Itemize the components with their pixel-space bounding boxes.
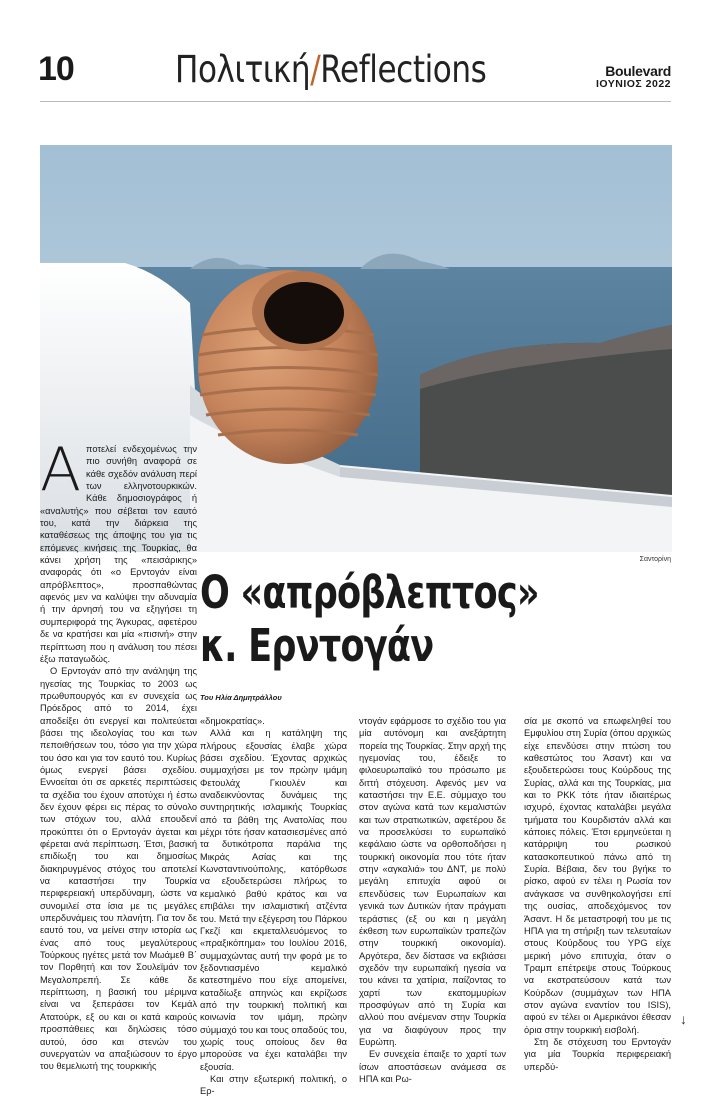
header-divider <box>40 101 671 102</box>
article-column-3 <box>359 715 506 1085</box>
section-greek: Πολιτική <box>175 48 311 91</box>
intro-paragraph <box>40 435 197 665</box>
article-column-4 <box>524 715 671 1073</box>
paragraph: Και στην εξωτερική πολιτική, ο Ερ- <box>200 1073 347 1097</box>
page-number: 10 <box>38 50 74 88</box>
article-intro-column <box>40 435 197 1073</box>
section-title <box>175 48 486 91</box>
issue-date: ΙΟΥΝΙΟΣ 2022 <box>595 78 671 90</box>
paragraph: Στη δε στόχευση του Ερντογάν για μία Τουρκία περιφερειακή υπερδύ- <box>524 1036 671 1072</box>
headline-line-1: Ο «απρόβλεπτος» <box>200 566 539 619</box>
paragraph: Εν συνεχεία έπαιξε το χαρτί των ίσων αποστάσεων ανάμεσα σε ΗΠΑ και Ρω- <box>359 1049 506 1084</box>
paragraph: ντογάν εφάρμοσε το σχέδιο του για μία αυτόνομη και ανεξάρτητη πορεία της Τουρκίας. Στην αρχή της ηγεμονίας του, έδειξε το φιλοευρωπαϊκό του πρόσωπο με διττή στόχευση. Αφενός μεν να καταστήσει την Ε.Ε. σύμμαχο του στον αγώνα κατά των κεμαλιστών και των στρατιωτικών, αφετέρου δε να προσελκύσει το ευρωπαϊκό κεφάλαιο ώστε να ορθοποδήσει η τουρκική οικονομία που τότε ήταν στην «αγκαλιά» του ΔΝΤ, με πολύ μεγάλη επιτυχία αφού οι επενδύσεις των Ευρωπαίων και γενικά των Δυτικών ήταν πράγματι τεράστιες (εξ ου και η μεγάλη έκθεση των ευρωπαϊκών τραπεζών στην τουρκική οικονομία). Αργότερα, δεν δίστασε να εκβιάσει σχεδόν την ευρωπαϊκή ηγεσία να του κάνει τα χατίρια, παίζοντας το χαρτί των εκατομμυρίων προσφύγων από τη Συρία και αλλού που ανέμεναν στην Τουρκία για να διαφύγουν προς την Ευρώπη. <box>359 716 506 1047</box>
section-slash: / <box>310 48 321 91</box>
brand-name: Boulevard <box>605 63 671 79</box>
paragraph: Αλλά και η κατάληψη της πλήρους εξουσίας έλαβε χώρα βάσει σχεδίου. Έχοντας αρχικώς συμμαχήσει με τον πρώην ιμάμη Φετουλάχ Γκιουλέν και αναδεικνύοντας δυνάμεις της συντηρητικής ισλαμικής Τουρκίας από τα βάθη της Ανατολίας που μέχρι τότε ήσαν κατασιεσμένες από τα δυτικότροπα παράλια της Μικράς Ασίας και της Κωνσταντινούπολης, κατόρθωσε να εξουδετερώσει πλήρως το κεμαλικό βαθύ κράτος και να επιβάλει την ισλαμιστική ατζέντα του. Μετά την εξέγερση του Πάρκου Γκεζί και εκμεταλλευόμενος το «πραξικόπημα» του Ιουλίου 2016, συμμαχώντας αυτή την φορά με το ξεδοντιασμένο κεμαλικό κατεστημένο που είχε απομείνει, καταδίωξε απηνώς και εκρίζωσε από την τουρκική πολιτική και κοινωνία τον ιμάμη, πρώην σύμμαχό του και τους οπαδούς του, χωρίς τους οποίους δεν θα μπορούσε να έχει καταλάβει την εξουσία. <box>200 728 347 1072</box>
intro-text: ποτελεί ενδεχομένως την πιο συνήθη αναφορά σε κάθε σχεδόν ανάλυση περί των ελληνοτουρκικών. Κάθε δημοσιογράφος ή «αναλυτής» που σέβεται τον εαυτό του, κατά την διάρκεια της καταθέσεως της άποψης του για τις επόμενες κινήσεις της Τουρκίας, θα κάνει χρήση της «πεισάρικης» αναφοράς ότι «ο Ερντογάν είναι απρόβλεπτος», προσπαθώντας αφενός μεν να καλύψει την αδυναμία ή την άρνησή του να εξηγήσει τη συμπεριφορά της Άγκυρας, αφετέρου δε να κρατήσει και μία «πισινή» στην περίπτωση που η ανάλυση του πέσει έξω παταγωδώς. <box>40 444 197 664</box>
article-column-2 <box>200 715 347 1098</box>
paragraph: «δημοκρατίας». <box>200 716 265 726</box>
headline-line-2: κ. Ερντογάν <box>200 619 434 672</box>
photo-caption: Σαντορίνη <box>639 556 671 563</box>
continue-arrow-icon: ↓ <box>680 1011 687 1027</box>
byline: Του Ηλία Δημητράλλου <box>200 693 282 702</box>
section-english: Reflections <box>320 48 487 91</box>
paragraph: Ο Ερντογάν από την ανάληψη της ηγεσίας της Τουρκίας το 2003 ως πρωθυπουργός και εν συνεχεία ως Πρόεδρος από το 2014, έχει αποδείξει ότι ενεργεί και πολιτεύεται βάσει της ιδεολογίας του και των πεποιθήσεων του, τόσο για την χώρα του όσο και για τον εαυτό του. Κυρίως όμως ενεργεί βάσει σχεδίου. Εννοείται ότι σε αρκετές περιπτώσεις τα σχέδια του έχουν αποτύχει ή έστω δεν έχουν φέρει εις πέρας το σύνολο των στόχων του, αλλά επουδενί προκύπτει ότι ο Ερντογάν άγεται και φέρεται ανά περίπτωση. Έτσι, βασική επιδίωξη του και δημοσίως διακηρυγμένος στόχος του αποτελεί να καταστήσει την Τουρκία περιφερειακή υπερδύναμη, ώστε να συνομιλεί στα ίσια με τις μεγάλες υπερδυνάμεις του πλανήτη. Για τον δε εαυτό του, να μείνει στην ιστορία ως ένας από τους μεγαλύτερους Τούρκους ηγέτες μετά τον Μωάμεθ Β΄ τον Πορθητή και τον Σουλεϊμάν τον Μεγαλοπρεπή. Σε κάθε δε περίπτωση, η βασική του μέριμνα είναι να ξεπεράσει τον Κεμάλ Ατατούρκ, εξ ου και οι κατά καιρούς προσπάθειες και δηλώσεις τόσο αυτού, όσο και στενών του συνεργατών να απαξιώσουν το έργο του θεμελιωτή της τουρκικής <box>40 666 197 1072</box>
article-headline <box>200 566 539 672</box>
brand <box>596 64 671 90</box>
drop-cap: Α <box>40 435 82 505</box>
paragraph: σία με σκοπό να επωφεληθεί του Εμφυλίου στη Συρία (όπου αρχικώς είχε επενδύσει στην πτώση του καθεστώτος του Άσαντ) και να εξουδετερώσει τους Κούρδους της Συρίας, αλλά και της Τουρκίας, μια και το ΡΚΚ τότε ήταν ιδιαιτέρως ισχυρό, έχοντας καταλάβει μεγάλα τμήματα του Κουρδιστάν αλλά και κάποιες πόλεις. Έτσι ερμηνεύεται η κατάρριψη του ρωσικού κατασκοπευτικού πάνω από τη Συρία. Βέβαια, δεν του βγήκε το ρίσκο, αφού εν τέλει η Ρωσία τον ανάγκασε να συνθηκολογήσει επί της ουσίας, αποδεχόμενος τον Άσαντ. Η δε μεταστροφή του με τις ΗΠΑ για τη στήριξη των τελευταίων στους Κούρδους του YPG είχε μερική μόνο επιτυχία, όταν ο Τραμπ επέτρεψε στους Τούρκους να εκστρατεύσουν κατά των Κούρδων (συμμάχων των ΗΠΑ στον αγώνα εναντίον του ISIS), αφού εν τέλει οι Αμερικάνοι έθεσαν όρια στην τουρκική εισβολή. <box>524 716 671 1035</box>
